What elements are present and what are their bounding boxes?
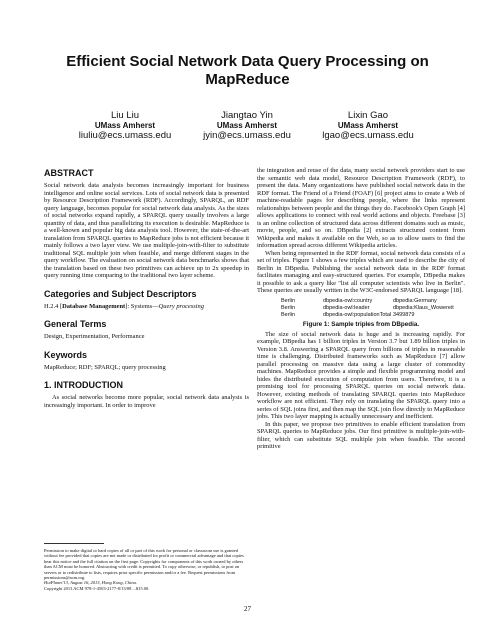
permission-text: Permission to make digital or hard copies of all or part of this work for personal or classroom use is granted without fee provided that copies are not made or distributed for profit or commercial advantage and that copies bear this notice and the full citation on the first page. Copyrights for components of this work owned by others than ACM must be honored. Abstracting with credit is permitted. To copy otherwise, or republish, to post on servers or to redistribute to lists, requires prior specific permission and/or a fee. Request permissions from permissions@acm.org. — [44, 548, 244, 581]
categories-heading: Categories and Subject Descriptors — [44, 288, 197, 299]
general-terms-heading: General Terms — [44, 319, 107, 329]
copyright-text: Copyright 2013 ACM 978-1-4503-2177-8/13/08 ...$15.00. — [44, 585, 150, 591]
abstract-text: Social network data analysis becomes increasingly important for business intelligence and online social services. Lots of social network data is presented by Resource Description Framework (RDF). Accordingly, SPARQL, an RDF query language, becomes popular for social network data analysis. As the sizes of social networks expand rapidly, a SPARQL query usually involves a large quantity of data, and thus parallelizing its execution is desirable. MapReduce is a well-known and popular big data analysis tool. However, the state-of-the-art translation from SPARQL queries to MapReduce jobs is not efficient because it mainly follows a two layer view. We use multiple-join-with-filter to substitute traditional SQL multiple join when feasible, and merge different stages in the query workflow. The evaluation on social network data benchmarks shows that the translation based on these two primitives can achieve up to 2x speedup in query running time comparing to the traditional two layer scheme. — [44, 182, 249, 279]
page-number: 27 — [244, 605, 251, 613]
categories-text: H.2.4 [Database Management]: Systems—Query processing — [44, 302, 204, 310]
keywords-heading: Keywords — [44, 349, 88, 360]
author-name: Lixin Gao — [347, 110, 389, 121]
introduction-paragraph: As social networks become more popular, social network data analysis is increasingly important. In order to improve — [44, 394, 249, 409]
left-column — [44, 168, 249, 409]
abstract-heading: ABSTRACT — [44, 168, 94, 178]
triple-row: Berlin dbpedia-owl:leader dbpedia:Klaus_Wowereit — [281, 304, 454, 311]
footnote-rule — [44, 543, 104, 544]
body-paragraph: The size of social network data is huge and is increasing rapidly. For example, DBpedia has 1 billion triples in Version 3.7 but 1.89 billion triples in Version 3.8. Answering a SPARQL query from billions of triples in reasonable time is challenging. Distributed frameworks such as MapReduce [7] allow parallel processing on massive data using a large cluster of commodity machines. MapReduce provides a simple and flexible programming model and hides the distributed execution of computation from users. Therefore, it is a promising tool for processing SPARQL queries on social network data. However, existing methods of translating SPARQL queries into MapReduce workflow are not efficient. They rely on translating the SPARQL query into a series of SQL joins first, and then map the SQL join flow directly to MapReduce jobs. This two layer mapping is actually unnecessary and inefficient. — [257, 330, 465, 420]
body-paragraph: When being represented in the RDF format, social network data consists of a set of triples. Figure 1 shows a few triples which are used to describe the city of Berlin in DBpedia. Publishing the social network data in the RDF format facilitates managing and easy-structured queries. For example, DBpedia makes it possible to ask a query like "list all computer scientists who live in Berlin". These queries are usually written in the W3C-endorsed SPARQL language [18]. — [257, 249, 465, 294]
body-paragraph: In this paper, we propose two primitives to enable efficient translation from SPARQL queries to MapReduce jobs. Our first primitive is multiple-join-with-filter, which can substitute SQL multiple join when feasible. The second primitive — [257, 420, 465, 450]
author-email: lgao@ecs.umass.edu — [322, 130, 414, 141]
triple-row: Berlin dbpedia-owl:populationTotal 3499879 — [281, 311, 415, 318]
figure-triples — [281, 298, 465, 319]
keywords-text: MapReduce; RDF; SPARQL; query processing — [44, 363, 166, 371]
venue-text: HotPlanet'13, August 16, 2013, Hong Kong, China. — [44, 580, 138, 586]
author-affiliation: UMass Amherst — [337, 121, 399, 130]
author-affiliation: UMass Amherst — [94, 121, 156, 130]
figure-caption: Figure 1: Sample triples from DBpedia. — [302, 320, 420, 328]
right-column — [257, 167, 465, 451]
general-terms-text: Design, Experimentation, Performance — [44, 333, 145, 340]
author-email: jyin@ecs.umass.edu — [203, 130, 291, 141]
triple-row: Berlin dbpedia-owl:country dbpedia:Germany — [281, 297, 437, 304]
introduction-heading: 1. INTRODUCTION — [44, 380, 124, 390]
author-affiliation: UMass Amherst — [216, 121, 278, 130]
copyright-footnote — [44, 548, 249, 591]
author-email: liuliu@ecs.umass.edu — [78, 130, 172, 141]
author-name: Jiangtao Yin — [221, 110, 273, 121]
author-3 — [293, 110, 443, 141]
paper-title: Efficient Social Network Data Query Processing on MapReduce — [66, 53, 429, 88]
author-name: Liu Liu — [111, 110, 139, 121]
body-paragraph: the integration and reuse of the data, many social network providers start to use the semantic web data model, Resource Description Framework (RDF), to present the data. Many organizations have published social network data in the RDF format. The Friend of a Friend (FOAF) [6] project aims to create a Web of machine-readable pages for describing people, where the links represent relationships between people and the things they do. Facebook's Open Graph [4] allows applications to connect with real world actions and objects. Freebase [3] is an online collection of structured data across different domains such as music, movie, people, and so on. DBpedia [2] extracts structured content from Wikipedia and makes it available on the Web, so as to allow users to find the information spread across different Wikipedia articles. — [257, 167, 465, 249]
